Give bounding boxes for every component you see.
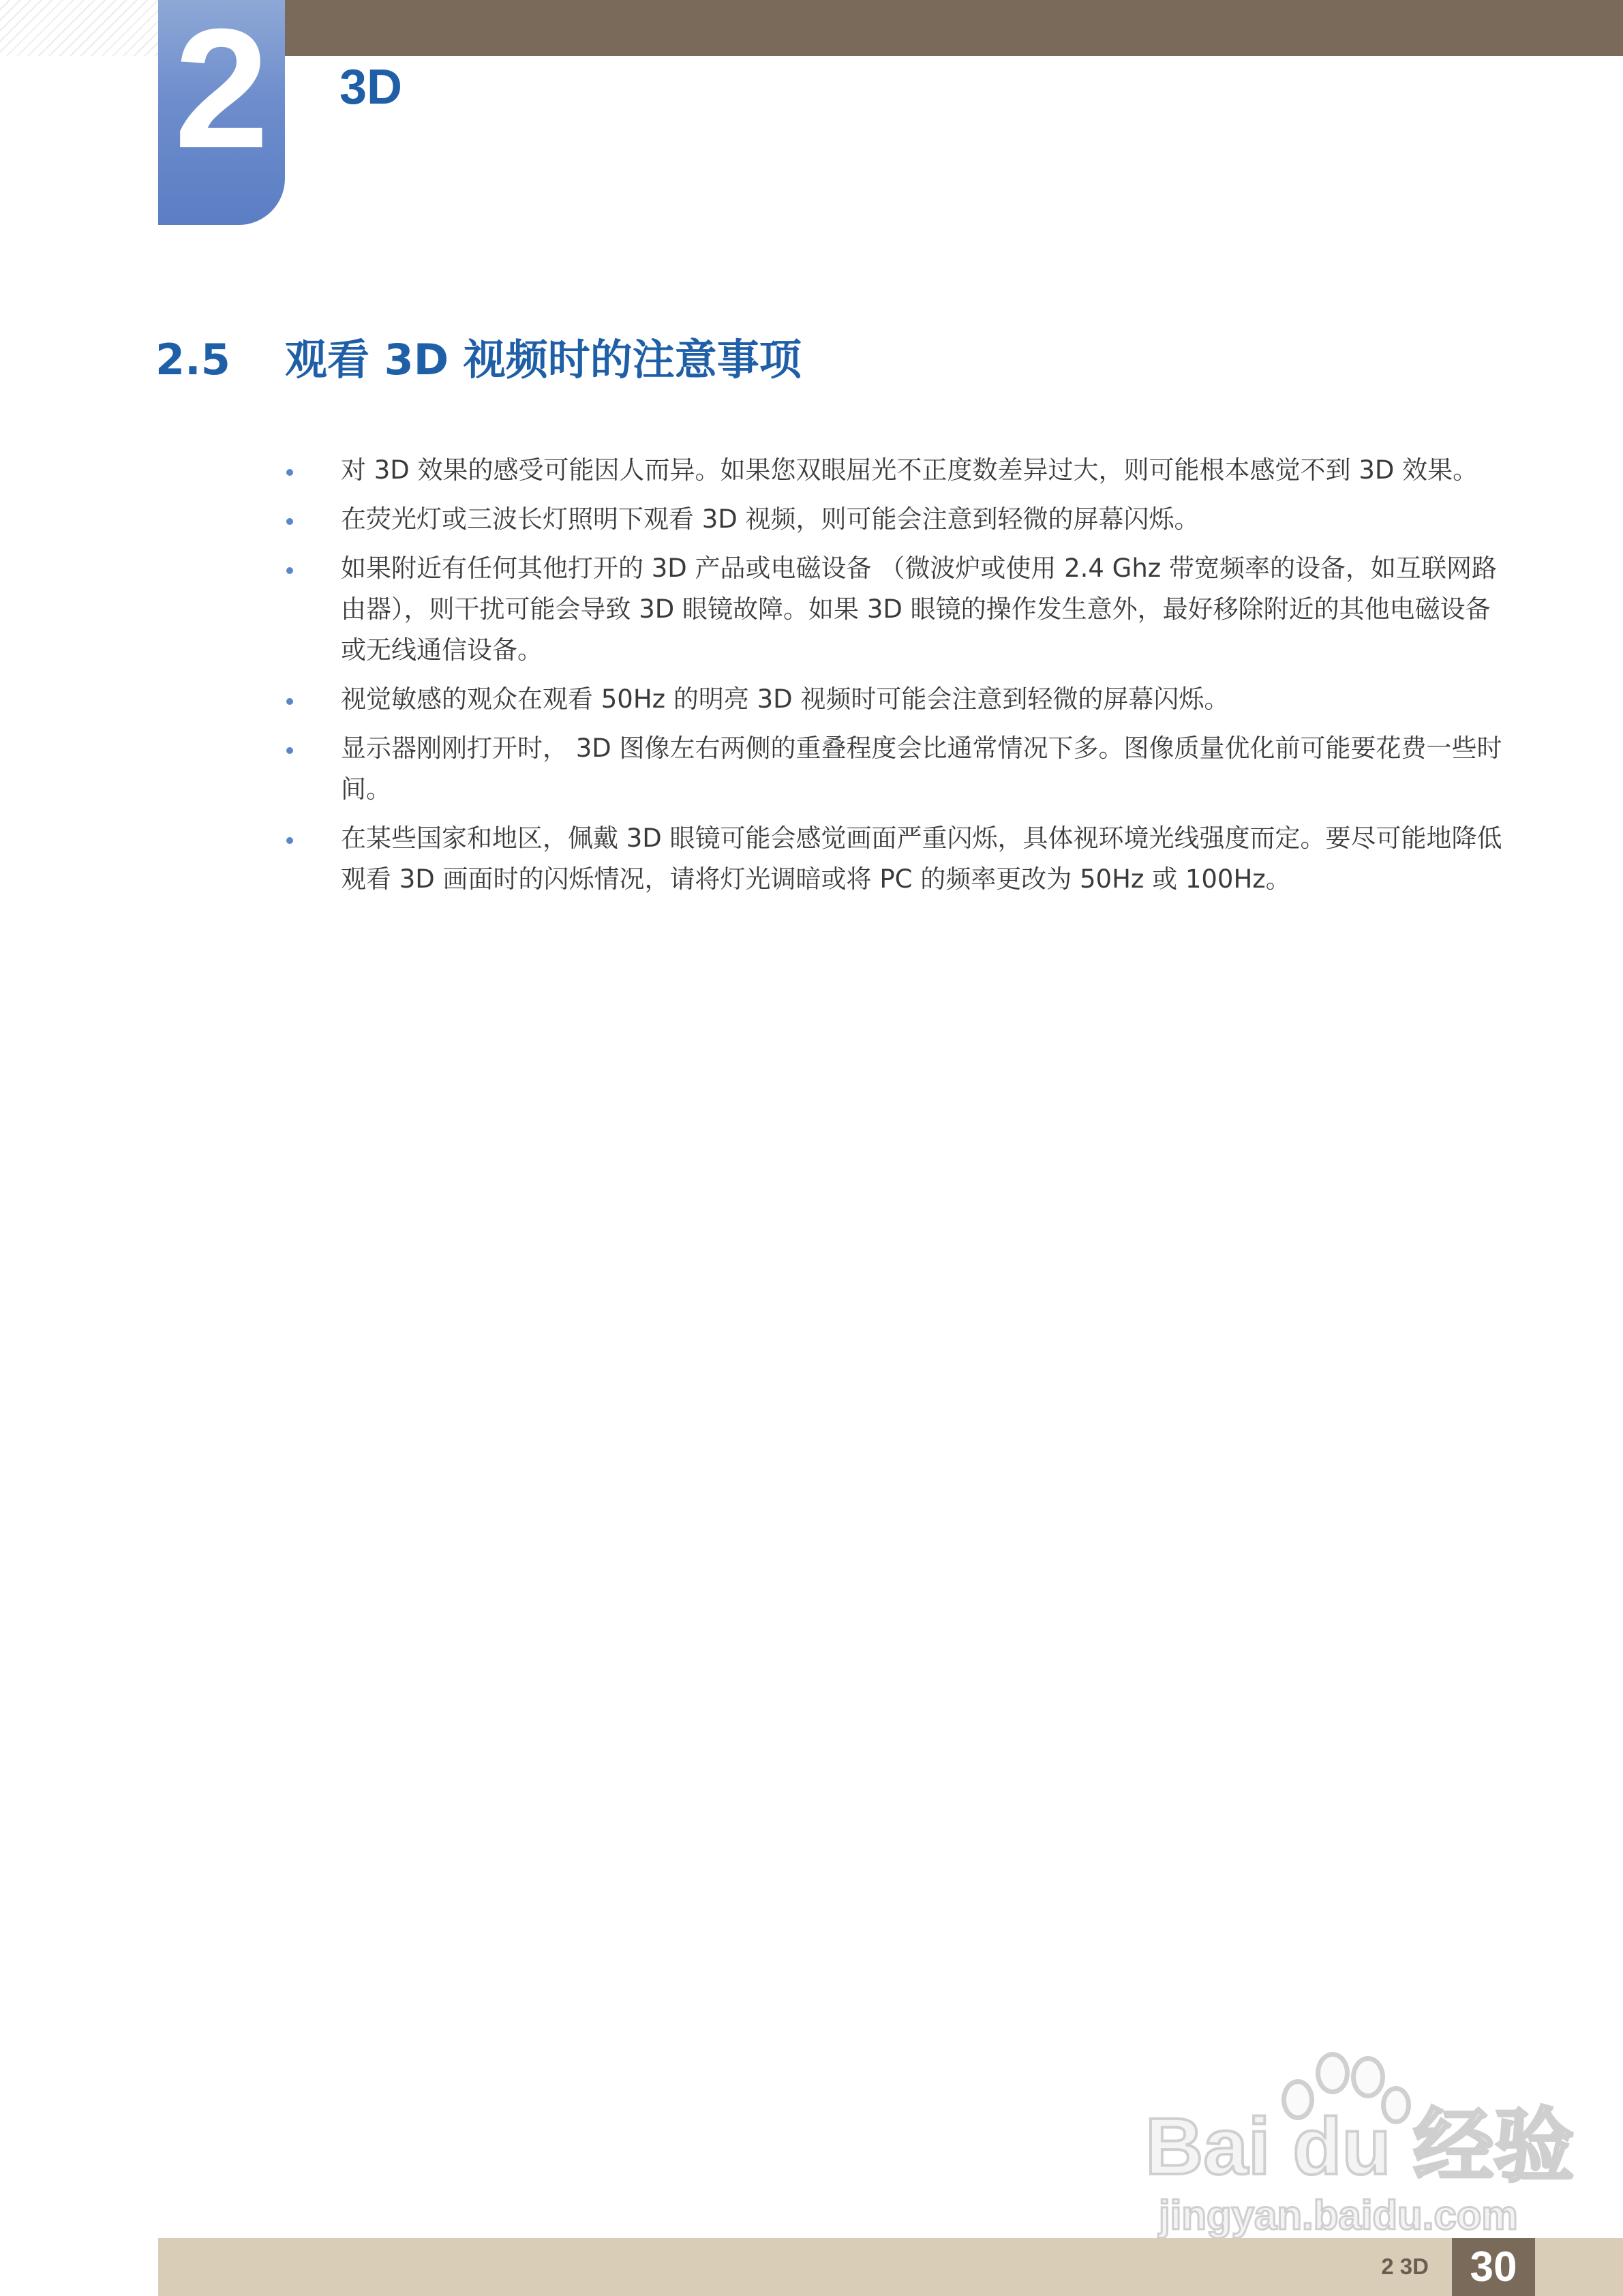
footer-chapter-label: 2 3D xyxy=(1381,2254,1429,2279)
list-item-text: 对 3D 效果的感受可能因人而异。如果您双眼屈光不正度数差异过大，则可能根本感觉不到 3D 效果。 xyxy=(341,455,1478,485)
chapter-tab xyxy=(158,0,285,225)
list-item-text: 视觉敏感的观众在观看 50Hz 的明亮 3D 视频时可能会注意到轻微的屏幕闪烁。 xyxy=(341,684,1230,714)
watermark-url: jingyan.baidu.com xyxy=(1159,2192,1518,2238)
section-number: 2.5 xyxy=(155,335,230,384)
list-item-text: 如果附近有任何其他打开的 3D 产品或电磁设备 （微波炉或使用 2.4 Ghz 带宽频率的设备，如互联网路由器），则干扰可能会导致 3D 眼镜故障。如果 3D 眼镜的操作发生意外，最好移除附近的其他电磁设备或无线通信设备。 xyxy=(341,554,1497,665)
list-item xyxy=(286,548,1513,671)
bullet-icon xyxy=(286,837,293,844)
bullet-icon xyxy=(286,747,293,754)
list-item xyxy=(286,679,1513,720)
bullet-icon xyxy=(286,698,293,705)
watermark-brand: Bai du 经验 xyxy=(1145,2102,1575,2192)
section-title: 观看 3D 视频时的注意事项 xyxy=(285,335,802,384)
header-bar xyxy=(285,0,1623,56)
list-item xyxy=(286,450,1513,491)
page-number: 30 xyxy=(1470,2243,1517,2291)
page-number-box xyxy=(1452,2238,1535,2296)
list-item-text: 显示器刚刚打开时， 3D 图像左右两侧的重叠程度会比通常情况下多。图像质量优化前可能要花费一些时间。 xyxy=(341,734,1502,804)
list-item-text: 在某些国家和地区，佩戴 3D 眼镜可能会感觉画面严重闪烁，具体视环境光线强度而定。要尽可能地降低观看 3D 画面时的闪烁情况，请将灯光调暗或将 PC 的频率更改为 50Hz 或 100Hz。 xyxy=(341,824,1502,894)
list-item xyxy=(286,499,1513,540)
list-item-text: 在荧光灯或三波长灯照明下观看 3D 视频，则可能会注意到轻微的屏幕闪烁。 xyxy=(341,504,1200,534)
list-item xyxy=(286,728,1513,810)
bullet-icon xyxy=(286,518,293,525)
chapter-title: 3D xyxy=(339,60,403,115)
list-item xyxy=(286,818,1513,900)
baidu-watermark xyxy=(1145,2052,1575,2238)
chapter-number: 2 xyxy=(174,0,269,183)
bullet-icon xyxy=(286,469,293,476)
bullet-list xyxy=(286,450,1513,908)
header-hatch-decoration xyxy=(0,0,158,56)
bullet-icon xyxy=(286,567,293,574)
